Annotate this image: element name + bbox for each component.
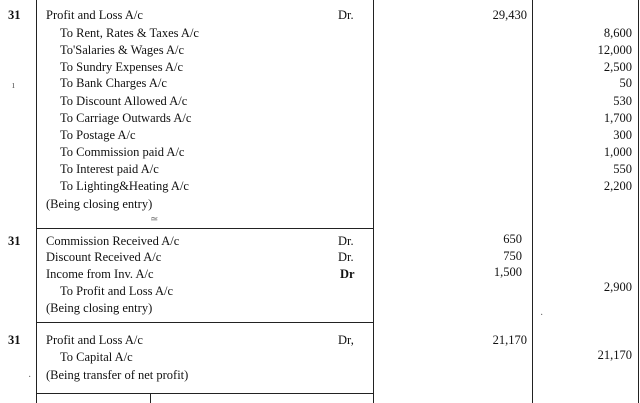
entry-date: 31 xyxy=(8,333,21,347)
debit-account: Profit and Loss A/c xyxy=(46,333,143,347)
credit-amount: 2,200 xyxy=(603,179,632,193)
date-column-rule xyxy=(36,0,37,403)
debit-amount: 1,500 xyxy=(493,265,522,279)
credit-amount: 1,000 xyxy=(603,145,632,159)
dr-marker: Dr. xyxy=(338,8,354,22)
credit-account: To Postage A/c xyxy=(60,128,136,142)
entry-separator xyxy=(36,322,373,323)
credit-amount: 300 xyxy=(613,128,632,142)
credit-account: To Profit and Loss A/c xyxy=(60,284,174,298)
dr-marker: Dr. xyxy=(338,234,354,248)
narration: (Being transfer of net profit) xyxy=(46,368,189,382)
narration: (Being closing entry) xyxy=(46,301,153,315)
bottom-rule xyxy=(36,393,373,394)
credit-account: To'Salaries & Wages A/c xyxy=(60,43,185,57)
entry-date: 31 xyxy=(8,234,21,248)
credit-amount: 1,700 xyxy=(603,111,632,125)
credit-amount: 2,900 xyxy=(603,280,632,294)
credit-amount: 550 xyxy=(613,162,632,176)
debit-account: Commission Received A/c xyxy=(46,234,180,248)
debit-amount: 750 xyxy=(503,249,522,263)
dr-marker: Dr, xyxy=(338,333,354,347)
credit-account: To Capital A/c xyxy=(60,350,133,364)
scan-speck: ı xyxy=(12,80,15,91)
debit-account: Profit and Loss A/c xyxy=(46,8,143,22)
debit-amount: 29,430 xyxy=(492,8,527,22)
debit-amount: 21,170 xyxy=(492,333,527,347)
credit-account: To Interest paid A/c xyxy=(60,162,159,176)
dr-marker: Dr xyxy=(340,267,355,281)
credit-column-rule xyxy=(638,0,639,403)
lf-column-rule xyxy=(373,0,374,403)
credit-account: To Discount Allowed A/c xyxy=(60,94,188,108)
scan-speck: · xyxy=(28,372,32,383)
entry-separator xyxy=(36,228,373,229)
credit-amount: 21,170 xyxy=(597,348,632,362)
credit-amount: 530 xyxy=(613,94,632,108)
entry-date: 31 xyxy=(8,8,21,22)
credit-account: To Carriage Outwards A/c xyxy=(60,111,192,125)
credit-account: To Commission paid A/c xyxy=(60,145,185,159)
debit-account: Income from Inv. A/c xyxy=(46,267,154,281)
credit-account: To Bank Charges A/c xyxy=(60,76,167,90)
credit-account: To Sundry Expenses A/c xyxy=(60,60,184,74)
credit-amount: 8,600 xyxy=(603,26,632,40)
debit-column-rule xyxy=(532,0,533,403)
narration: (Being closing entry) xyxy=(46,197,153,211)
credit-account: To Lighting&Heating A/c xyxy=(60,179,189,193)
credit-amount: 12,000 xyxy=(597,43,632,57)
credit-amount: 2,500 xyxy=(603,60,632,74)
debit-account: Discount Received A/c xyxy=(46,250,162,264)
credit-account: To Rent, Rates & Taxes A/c xyxy=(60,26,199,40)
scan-mark xyxy=(150,393,151,403)
scan-speck: ≃ xyxy=(150,214,159,225)
credit-amount: 50 xyxy=(619,76,632,90)
scan-speck: · xyxy=(540,310,544,321)
dr-marker: Dr. xyxy=(338,250,354,264)
debit-amount: 650 xyxy=(503,232,522,246)
